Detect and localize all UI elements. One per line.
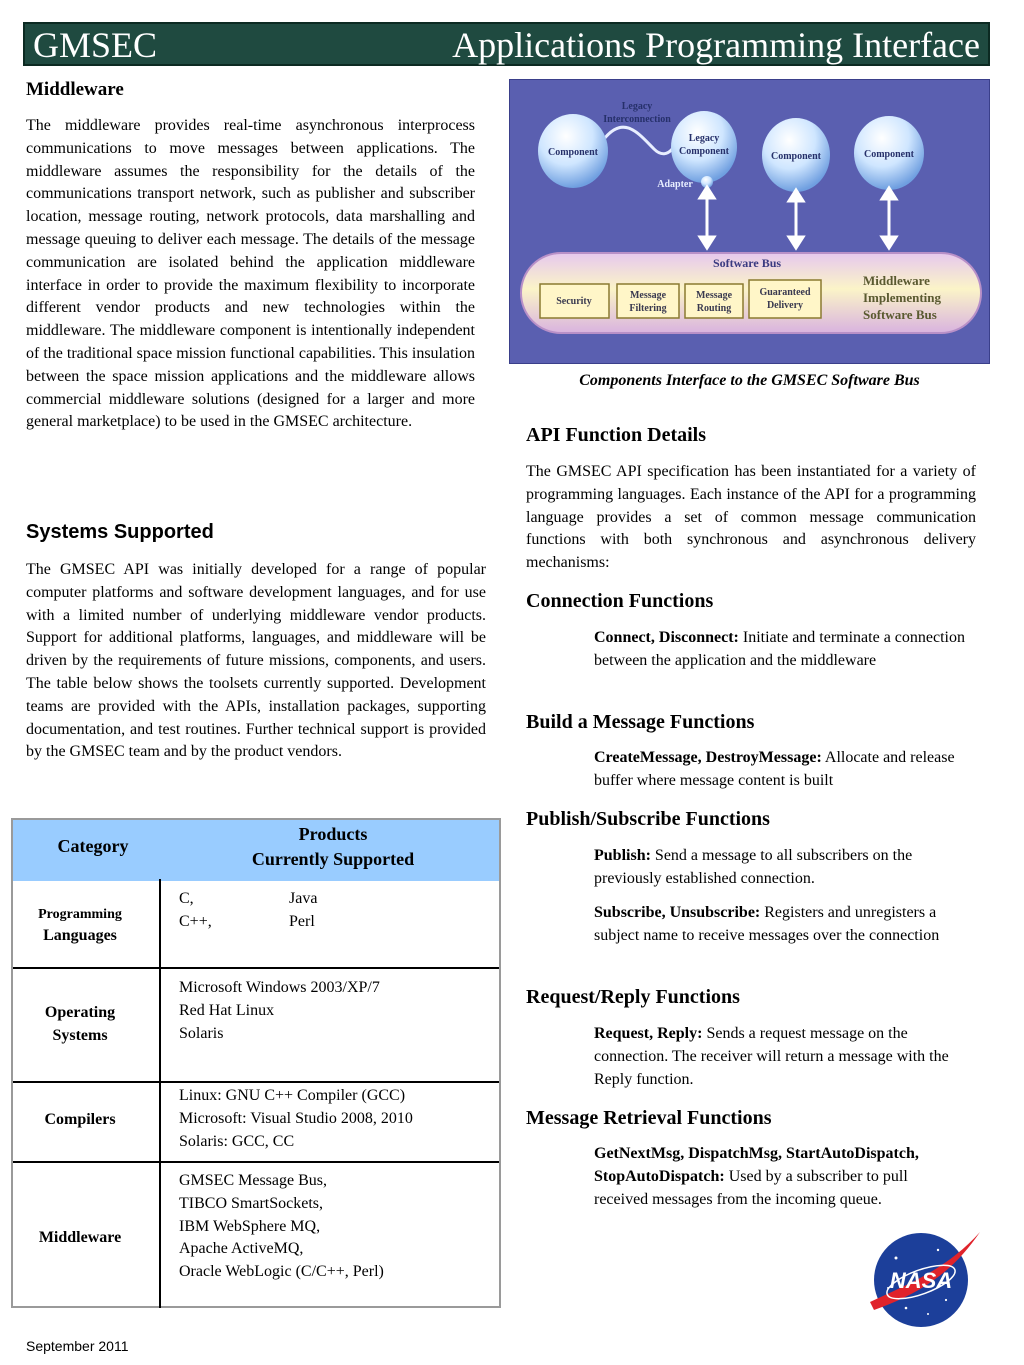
footer-date: September 2011 [26,1338,129,1354]
label-component-3: Component [863,149,915,160]
software-bus-diagram [509,79,990,364]
middleware-label-2: Implementing [863,290,941,305]
build-text: Allocate and release buffer where message content is built [594,749,955,789]
build-heading: Build a Message Functions [526,711,755,733]
header-products [183,822,483,872]
label-legacy-line2: Interconnection [603,114,671,125]
publish-text: Send a message to all subscribers on the previously established connection. [594,847,913,887]
middleware-label-3: Software Bus [863,307,937,322]
label-legacy-component-1: Legacy [688,133,720,144]
box-routing-1: Message [695,290,733,301]
table-cell-item: Red Hat Linux [179,1001,275,1019]
label-legacy-line1: Legacy [621,101,653,112]
label-legacy-component-2: Component [678,146,730,157]
connection-desc [594,627,979,673]
category-line: Programming [38,907,122,922]
table-cell-item: Java [289,890,318,907]
retrieval-text: Used by a subscriber to pull received messages from the incoming queue. [594,1167,908,1208]
box-delivery-2: Delivery [766,300,804,311]
row-os-items [179,977,380,1045]
header-category: Category [57,836,129,856]
table-cell-item: Oracle WebLogic (C/C++, Perl) [179,1263,384,1281]
table-cell-item: Microsoft Windows 2003/XP/7 [179,979,380,996]
title-api: Applications Programming Interface [452,25,980,65]
connection-text: Initiate and terminate a connection between the application and the middleware [594,629,965,669]
table-cell-item: Solaris: GCC, CC [179,1132,295,1150]
nasa-logo [866,1230,982,1330]
reqrep-heading: Request/Reply Functions [526,986,740,1008]
table-column-divider [159,879,161,1308]
retrieval-term: GetNextMsg, DispatchMsg, StartAutoDispatch, StopAutoDispatch: [594,1145,919,1185]
category-line: Systems [52,1027,108,1044]
systems-table [11,818,501,1308]
middleware-label-1: Middleware [863,273,930,288]
subscribe-text: Registers and unregisters a subject name to receive messages over the connection [594,904,940,944]
row-os-category [15,1001,145,1047]
box-filtering-1: Message [629,290,667,301]
category-line: Compilers [44,1111,116,1128]
label-adapter: Adapter [657,179,693,190]
systems-text: The GMSEC API was initially developed for a range of popular computer platforms and software development languages, and for use with a limited number of underlying middleware vendor products. Support for additional platforms, languages, and middleware will be driven by the requirements of future missions, components, and users. The table below shows the toolsets currently supported. Development teams are provided with the APIs, installation packages, supporting documentation, and test routines. Further technical support is provided by the GMSEC team and by the product vendors. [26,561,486,761]
table-cell-item: C++, [179,912,212,930]
publish-desc [594,845,979,891]
header-products-line2: Currently Supported [251,849,415,869]
row-middleware-items [179,1170,384,1284]
box-security: Security [556,296,592,307]
reqrep-term: Request, Reply: [594,1025,703,1042]
category-line: Languages [43,927,117,944]
category-line: Middleware [38,1229,122,1246]
table-cell-item: C, [179,890,194,907]
table-cell-item: Perl [289,912,315,930]
row-programming-items-1 [179,888,212,934]
table-row-divider [13,1161,499,1163]
nasa-logo-text: NASA [889,1268,953,1293]
retrieval-heading: Message Retrieval Functions [526,1107,772,1129]
build-term: CreateMessage, DestroyMessage: [594,749,822,766]
connection-term: Connect, Disconnect: [594,629,739,646]
label-component-2: Component [770,151,822,162]
table-row-divider [13,967,499,969]
subscribe-desc [594,902,979,948]
table-cell-item: TIBCO SmartSockets, [179,1194,323,1212]
row-programming-category [15,905,145,947]
table-cell-item: GMSEC Message Bus, [179,1172,328,1189]
table-cell-item: Apache ActiveMQ, [179,1240,304,1258]
middleware-heading: Middleware [26,79,124,100]
box-filtering-2: Filtering [629,303,667,314]
table-cell-item: Microsoft: Visual Studio 2008, 2010 [179,1109,413,1127]
row-middleware-category [15,1229,145,1247]
connection-heading: Connection Functions [526,590,714,612]
table-cell-item: Solaris [179,1024,224,1042]
retrieval-desc [594,1143,964,1211]
pubsub-heading: Publish/Subscribe Functions [526,808,770,830]
header-products-line1: Products [298,824,368,844]
diagram-caption: Components Interface to the GMSEC Software Bus [579,372,920,389]
category-line: Operating [44,1004,116,1021]
row-programming-items-2 [289,888,317,934]
label-software-bus: Software Bus [712,256,782,270]
api-text: The GMSEC API specification has been instantiated for a variety of programming languages. Each instance of the API for a programming language provides a set of common message communication functions with both synchronous and asynchronous delivery mechanisms: [526,463,976,572]
title-bar [23,22,990,66]
build-desc [594,747,979,793]
box-routing-2: Routing [696,303,732,314]
api-heading: API Function Details [526,424,706,446]
table-cell-item: Linux: GNU C++ Compiler (GCC) [179,1087,406,1104]
table-row-divider [13,1081,499,1083]
row-compilers-category [15,1111,145,1129]
row-compilers-items [179,1085,413,1153]
reqrep-text: Sends a request message on the connection. The receiver will return a message with the Reply function. [594,1025,949,1088]
table-cell-item: IBM WebSphere MQ, [179,1217,321,1235]
subscribe-term: Subscribe, Unsubscribe: [594,904,761,921]
publish-term: Publish: [594,847,651,864]
middleware-text: The middleware provides real-time asynchronous interprocess communications to move messages between applications. The middleware assumes the responsibility for the details of the communications transport network, such as publisher and subscriber location, message routing, network protocols, data marshalling and message queuing to deliver each message. The details of the message communication are isolated behind the application middleware interface in order to provide the maximum flexibility to incorporate different vendor products and new technologies within the middleware. The middleware component is intentionally independent of the traditional space mission functional capabilities. This insulation between the space mission applications and the middleware allows commercial middleware solutions (designed for a larger and more general marketplace) to be used in the GMSEC architecture. [26,117,475,431]
reqrep-desc [594,1023,979,1091]
label-component-1: Component [547,147,599,158]
box-delivery-1: Guaranteed [759,287,811,298]
title-gmsec: GMSEC [33,25,158,65]
systems-heading: Systems Supported [26,521,214,543]
